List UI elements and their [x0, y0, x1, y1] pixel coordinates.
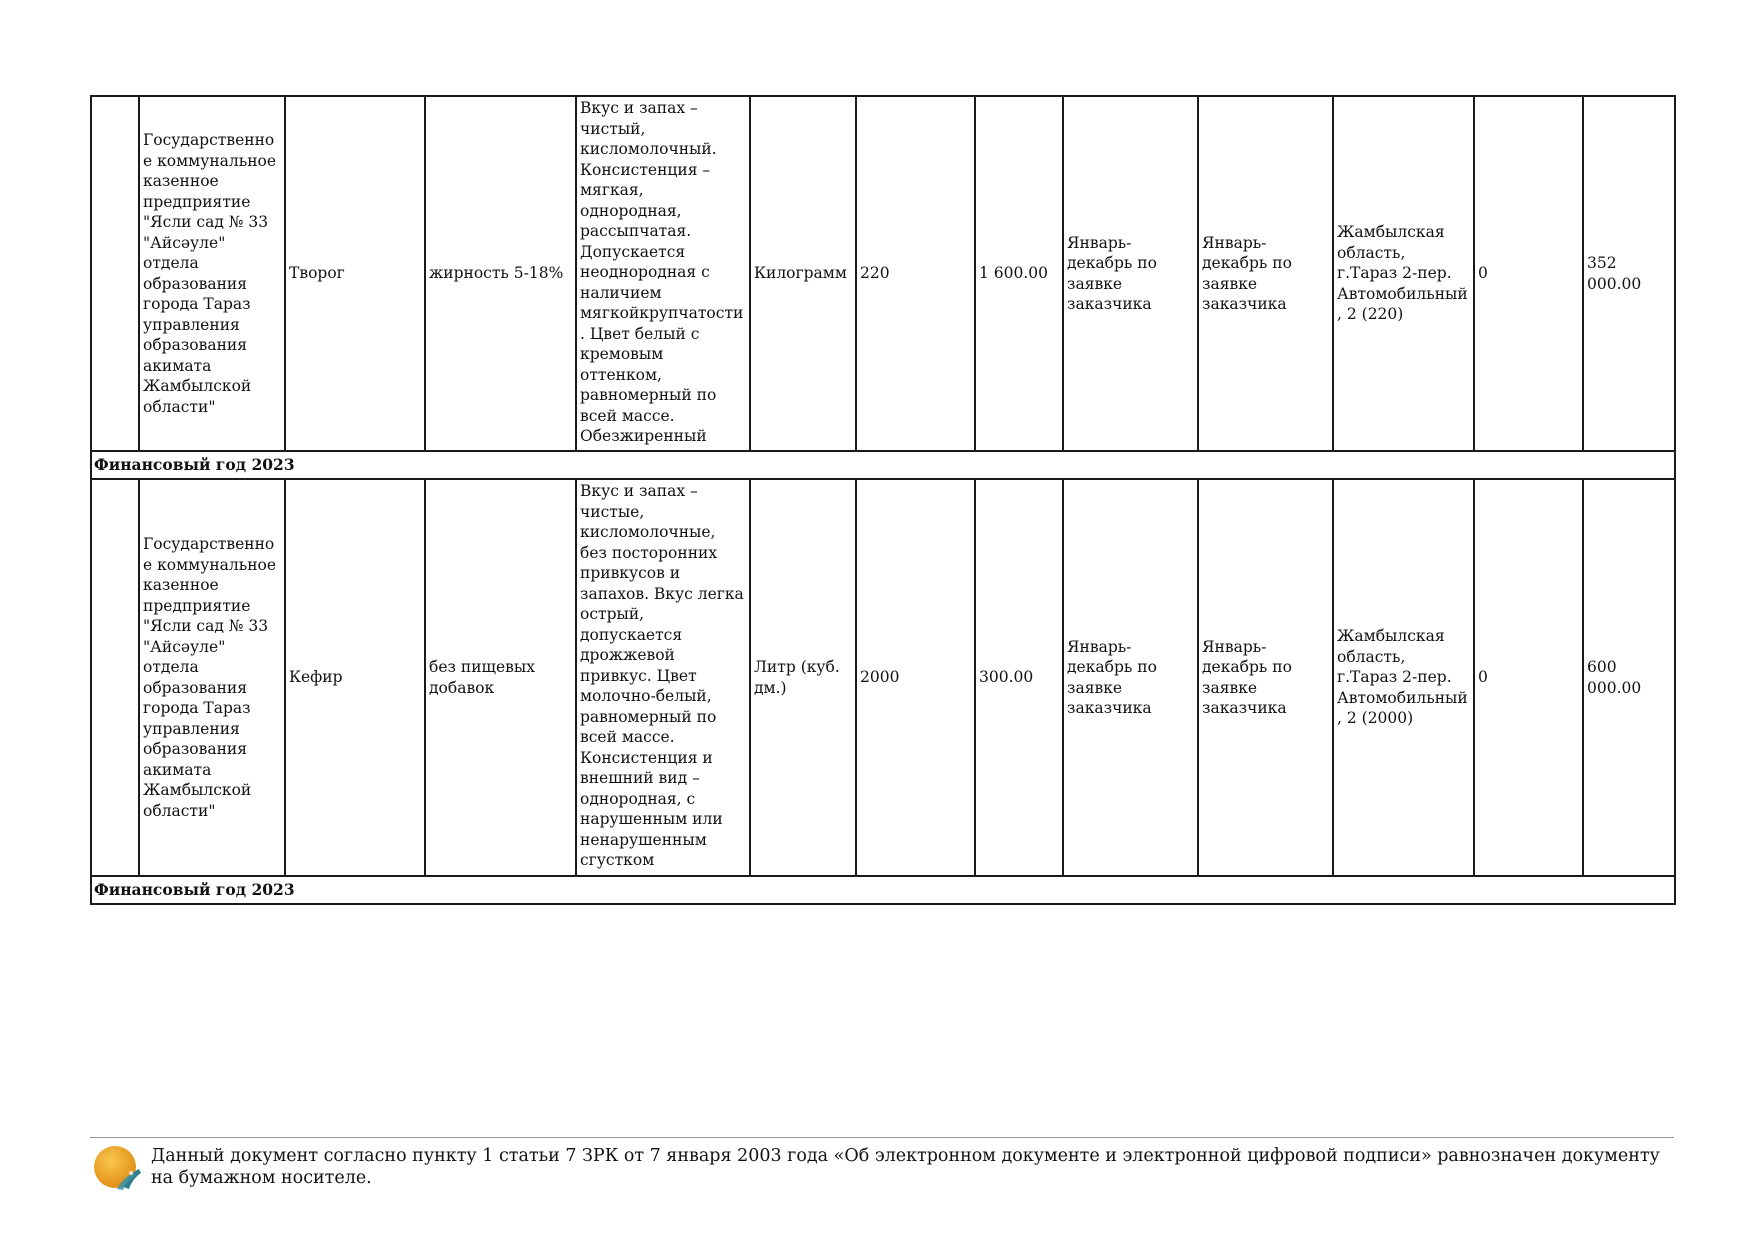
cell-name: Кефир [285, 479, 425, 876]
cell-advance: 0 [1474, 479, 1583, 876]
cell-name: Творог [285, 96, 425, 451]
financial-year-row [91, 876, 1675, 904]
cell-customer: Государственное коммунальное казенное предприятие "Ясли сад № 33 "Айсәуле" отдела образования города Тараз управления образования акимата Жамбылской области" [139, 96, 285, 451]
cell-delivery-period: Январь-декабрь по заявке заказчика [1063, 96, 1198, 451]
cell-quantity: 2000 [856, 479, 975, 876]
cell-unit: Литр (куб. дм.) [750, 479, 856, 876]
table-row [91, 96, 1675, 451]
cell-customer: Государственное коммунальное казенное предприятие "Ясли сад № 33 "Айсәуле" отдела образования города Тараз управления образования акимата Жамбылской области" [139, 479, 285, 876]
financial-year-row [91, 451, 1675, 479]
cell-place: Жамбылская область, г.Тараз 2-пер. Автомобильный, 2 (220) [1333, 96, 1474, 451]
cell-sum: 352 000.00 [1583, 96, 1675, 451]
egov-seal-icon [93, 1143, 141, 1191]
cell-delivery-period-2: Январь-декабрь по заявке заказчика [1198, 479, 1333, 876]
cell-num [91, 96, 139, 451]
cell-quantity: 220 [856, 96, 975, 451]
procurement-table [90, 95, 1676, 905]
cell-advance: 0 [1474, 96, 1583, 451]
cell-description: Вкус и запах – чистые, кисломолочные, без посторонних привкусов и запахов. Вкус легка острый, допускается дрожжевой привкус. Цвет молочно-белый, равномерный по всей массе. Консистенция и внешний вид – однородная, с нарушенным или ненарушенным сгустком [576, 479, 750, 876]
cell-description: Вкус и запах – чистый, кисломолочный. Консистенция – мягкая, однородная, рассыпчатая. Допускается неоднородная с наличием мягкойкрупчатости. Цвет белый с кремовым оттенком, равномерный по всей массе. Обезжиренный [576, 96, 750, 451]
cell-price: 300.00 [975, 479, 1063, 876]
cell-delivery-period-2: Январь-декабрь по заявке заказчика [1198, 96, 1333, 451]
table-row [91, 479, 1675, 876]
cell-price: 1 600.00 [975, 96, 1063, 451]
cell-num [91, 479, 139, 876]
footer-divider [90, 1137, 1674, 1138]
cell-place: Жамбылская область, г.Тараз 2-пер. Автомобильный, 2 (2000) [1333, 479, 1474, 876]
cell-characteristic: без пищевых добавок [425, 479, 576, 876]
cell-unit: Килограмм [750, 96, 856, 451]
financial-year-label: Финансовый год 2023 [91, 451, 1675, 479]
cell-characteristic: жирность 5-18% [425, 96, 576, 451]
financial-year-label: Финансовый год 2023 [91, 876, 1675, 904]
cell-delivery-period: Январь-декабрь по заявке заказчика [1063, 479, 1198, 876]
cell-sum: 600 000.00 [1583, 479, 1675, 876]
footer-legal-note: Данный документ согласно пункту 1 статьи 7 ЗРК от 7 января 2003 года «Об электронном документе и электронной цифровой подписи» равнозначен документу на бумажном носителе. [151, 1146, 1660, 1188]
